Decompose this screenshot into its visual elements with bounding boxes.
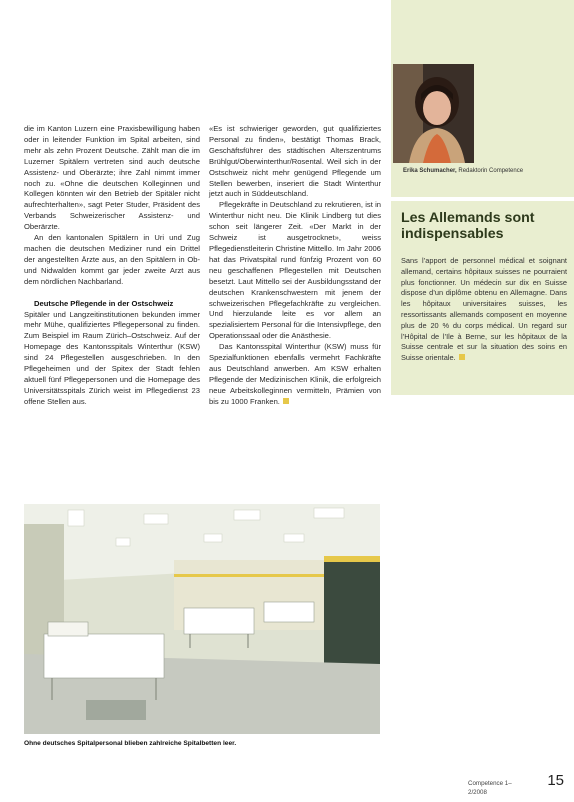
sidebar-divider xyxy=(391,197,574,201)
article-column-2 xyxy=(209,124,381,408)
portrait-illustration xyxy=(393,64,474,163)
photo-caption: Ohne deutsches Spitalpersonal blieben zahlreiche Spitalbetten leer. xyxy=(24,740,237,747)
hospital-ward-illustration xyxy=(24,504,380,734)
article-paragraph: Pflegekräfte in Deutschland zu rekrutieren, ist in Winterthur nicht neu. Die Klinik Lindberg tut dies schon seit längerer Zeit. «Der Markt in der Schweiz ist ausgetrocknet», weiss Pflegedienstleiterin Christine Mittello. Im Jahr 2006 hat das Privatspital rund fünfzig Prozent von 60 neu geschaffenen Pflegestellen mit Deutschen besetzt. Laut Mittello sei der Ausbildungsstand der deutschen Krankenschwestern mit jenem der schweizerischen Pflegefachkräfte zu vergleichen. Und hierzulande leite es vor allem an spezialisiertem Personal für die Intensivpflege, den Operationssaal oder die Anästhesie. xyxy=(209,200,381,341)
article-paragraph: die im Kanton Luzern eine Praxisbewilligung haben oder in leitender Funktion im Spital arbeiten, sind mehr als zehn Prozent Deutsche. Zählt man die im Luzerner Spitälern vertreten sind auch deutsche Assistenz- und Oberärzte; ihre Zahl nimmt immer noch zu. «Ohne die deutschen Kolleginnen und Kollegen könnten wir den Betrieb der Spitäler nicht aufrechterhalten», sagt Peter Studer, Präsident des Verbands Schweizerischer Assistenz- und Oberärzte. xyxy=(24,124,200,232)
article-paragraph xyxy=(209,342,381,407)
portrait-caption-role: Redaktorin Competence xyxy=(456,168,524,174)
article-subheading: Deutsche Pflegende in der Ostschweiz xyxy=(34,298,174,308)
author-portrait xyxy=(393,64,474,163)
portrait-caption xyxy=(403,167,573,175)
sidebar-title: Les Allemands sont indispensables xyxy=(401,210,535,242)
article-paragraph: An den kantonalen Spitälern in Uri und Zug machen die deutschen Mediziner rund ein Drittel der angestellten Ärzte aus, an den Spitälern in Ob- und Nidwalden kommt gar jeder zweite Arzt aus dem nördlichen Nachbarland. xyxy=(24,233,200,286)
end-of-article-mark-icon xyxy=(459,354,465,360)
footer-publication: Competence 1–2/2008 xyxy=(468,780,512,796)
hospital-ward-photo xyxy=(24,504,380,734)
article-paragraph: Spitäler und Langzeitinstitutionen bekunden immer mehr Mühe, qualifiziertes Pflegepersonal zu finden. Zum Beispiel im Raum Zürich–Ostschweiz. Auf der Homepage des Kantonsspitals Winterthur (KSW) sind 24 Pflegestellen ausgeschrieben. In den Pflegeheimen und der Spitex der Stadt fehlen aktuell fünf Pflegepersonen und die Homepage des Universitätsspitals Zürich weist im Pflegedienst 23 offene Stellen aus. xyxy=(24,309,200,406)
article-paragraph-text: Das Kantonsspital Winterthur (KSW) muss für Spezialfunktionen ebenfalls vermehrt Fachkräfte aus Deutschland anwerben. Am KSW erhalten Pflegende der Medizinischen Klinik, die erfolgreich neue Arbeitskolleginnen vermitteln, Prämien von bis zu 1000 Franken. xyxy=(209,342,381,406)
portrait-caption-name: Erika Schumacher, xyxy=(403,168,457,174)
end-of-article-mark-icon xyxy=(283,398,289,404)
sidebar-body-text: Sans l’apport de personnel médical et soignant allemand, certains hôpitaux suisses ne pourraient plus fonctionner. Un médecin sur dix en Suisse dispose d’un diplôme obtenu en Allemagne. Dans les hôpitaux universitaires suisses, les ressortissants allemands composent en moyenne plus de 20 % du corps médical. Un regard sur l’Hôpital de l’Ile à Berne, sur les hôpitaux de la Suisse centrale et sur la situation des soins en Suisse orientale. xyxy=(401,256,567,363)
article-column-1 xyxy=(24,124,200,408)
sidebar-body xyxy=(401,256,567,364)
page-number: 15 xyxy=(547,772,564,789)
article-paragraph: «Es ist schwieriger geworden, gut qualifiziertes Personal zu finden», bestätigt Thomas Brack, Geschäftsführer des städtischen Alterszentrums Brühlgut/Oberwinterthur/Rosental. Weil sich in der Ostschweiz nicht mehr genügend Pflegende um Stellen bewerben, inseriert die Stadt Winterthur jetzt auch in Süddeutschland. xyxy=(209,124,381,199)
